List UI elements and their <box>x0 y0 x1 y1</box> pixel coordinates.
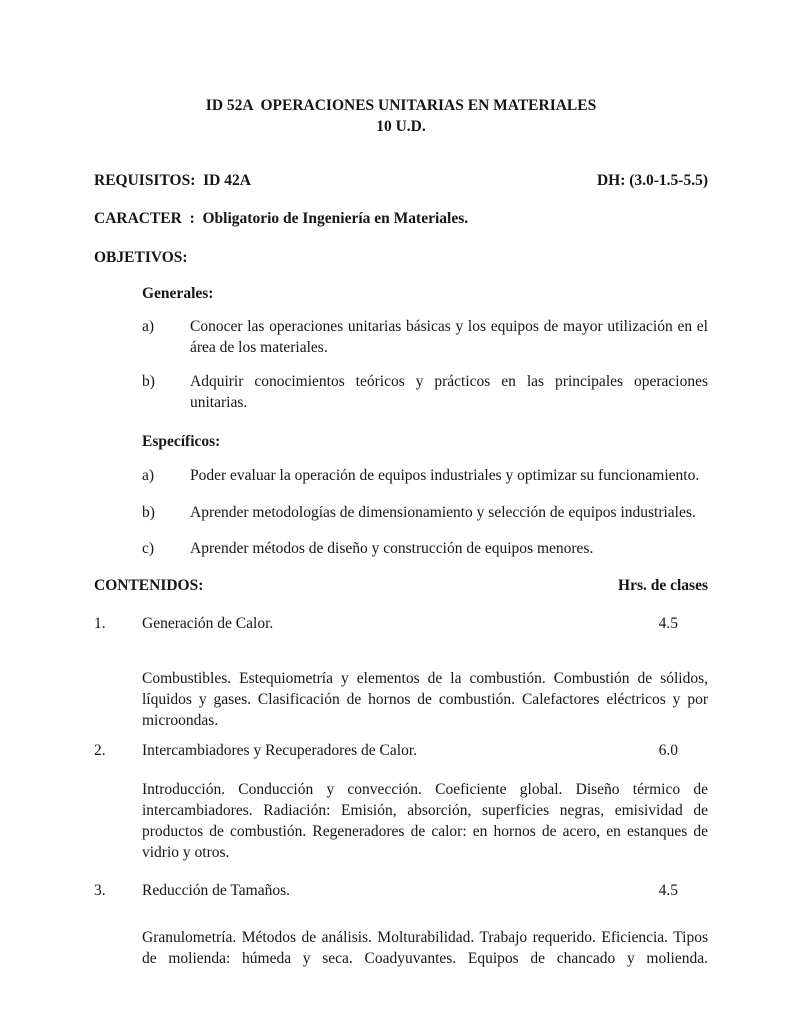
content-item-title-row <box>94 740 708 761</box>
item-number: 1. <box>94 615 106 632</box>
item-letter: a) <box>142 318 155 335</box>
objective-especifico-item-c <box>142 538 708 559</box>
objetivos-heading: OBJETIVOS: <box>94 249 188 266</box>
objective-especifico-item-a <box>142 465 708 486</box>
item-number: 2. <box>94 742 106 759</box>
item-hours: 6.0 <box>658 742 678 759</box>
requisitos-label: REQUISITOS: ID 42A <box>94 172 251 189</box>
content-item-title-row <box>94 880 708 901</box>
hours-column-header: Hrs. de clases <box>618 577 708 594</box>
content-item-2 <box>94 740 708 863</box>
content-item-1 <box>94 613 708 731</box>
item-text: Poder evaluar la operación de equipos industriales y optimizar su funcionamiento. <box>190 467 700 484</box>
item-text: Conocer las operaciones unitarias básicas y los equipos de mayor utilización en el área de los materiales. <box>190 318 708 356</box>
item-hours: 4.5 <box>658 882 678 899</box>
item-title: Generación de Calor. <box>142 615 274 632</box>
requisitos-line <box>94 170 708 191</box>
item-text: Aprender metodologías de dimensionamiento y selección de equipos industriales. <box>190 504 696 521</box>
item-title: Intercambiadores y Recuperadores de Calor. <box>142 742 418 759</box>
item-hours: 4.5 <box>658 615 678 632</box>
item-description: Introducción. Conducción y convección. Coeficiente global. Diseño térmico de intercambiadores. Radiación: Emisión, absorción, superficies negras, emisividad de productos de combustión. Regeneradores de calor: en hornos de acero, en estanques de vidrio y otros. <box>142 781 708 861</box>
item-description: Granulometría. Métodos de análisis. Molturabilidad. Trabajo requerido. Eficiencia. Tipos de molienda: húmeda y seca. Coadyuvantes. Equipos de chancado y molienda. <box>142 929 708 967</box>
item-text: Aprender métodos de diseño y construcción de equipos menores. <box>190 540 594 557</box>
item-text: Adquirir conocimientos teóricos y prácticos en las principales operaciones unitarias. <box>190 373 708 411</box>
item-title: Reducción de Tamaños. <box>142 882 290 899</box>
especificos-heading: Específicos: <box>142 433 221 450</box>
item-letter: b) <box>142 373 155 390</box>
objective-general-item-a <box>142 316 708 358</box>
course-title: ID 52A OPERACIONES UNITARIAS EN MATERIALES <box>205 97 597 114</box>
generales-heading: Generales: <box>142 285 214 302</box>
item-letter: c) <box>142 540 155 557</box>
content-item-title-row <box>94 613 708 634</box>
contenidos-heading: CONTENIDOS: <box>94 577 204 594</box>
item-letter: b) <box>142 504 155 521</box>
item-description: Combustibles. Estequiometría y elementos de la combustión. Combustión de sólidos, líquidos y gases. Clasificación de hornos de combustión. Calefactores eléctricos y por microondas. <box>142 670 708 729</box>
document-header <box>94 95 708 137</box>
content-item-3 <box>94 880 708 969</box>
caracter-line: CARACTER : Obligatorio de Ingeniería en Materiales. <box>94 210 469 227</box>
course-units: 10 U.D. <box>376 118 426 135</box>
dh-value: DH: (3.0-1.5-5.5) <box>596 172 708 189</box>
item-letter: a) <box>142 467 155 484</box>
contenidos-header-row <box>94 575 708 596</box>
objective-especifico-item-b <box>142 502 708 523</box>
objective-general-item-b <box>142 371 708 413</box>
item-number: 3. <box>94 882 106 899</box>
